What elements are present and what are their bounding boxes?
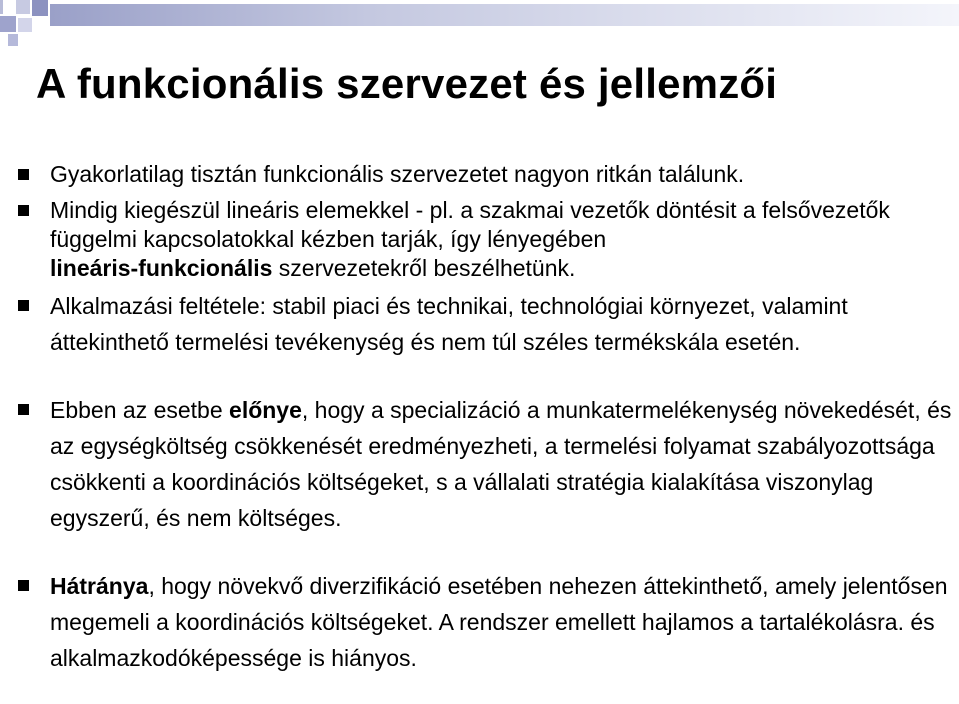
bullet-bold-term: lineáris-funkcionális [50, 255, 273, 281]
square-bullet-icon [18, 169, 29, 180]
bullet-text-part: , hogy növekvő diverzifikáció esetében nehezen áttekinthető, amely jelentősen megemeli a koordinációs költségeket. A rendszer emellett hajlamos a tartalékolásra. és alkalmazkodóképessége is hiányos. [50, 573, 948, 671]
bullet-text-part: Mindig kiegészül lineáris elemekkel - pl. a szakmai vezetők döntésit a felsővezetők függelmi kapcsolatokkal kézben tarják, így lényegében [50, 197, 890, 252]
bullet-bold-term: Hátránya [50, 573, 149, 599]
square-bullet-icon [18, 404, 29, 415]
square-bullet-icon [18, 580, 29, 591]
square-bullet-icon [18, 300, 29, 311]
bullet-text-part: Ebben az esetbe [50, 397, 230, 423]
bullet-text-part: , hogy a specializáció a munkatermelékenység növekedését, és az egységköltség csökkenését eredményezheti, a termelési folyamat szabályozottsága csökkenti a koordinációs költségeket, s a vállalati stratégia kialakítása viszonylag egyszerű, és nem költséges. [50, 397, 952, 531]
bullet-text-part: szervezetekről beszélhetünk. [272, 255, 576, 281]
bullet-text [50, 568, 955, 676]
decorative-header-squares [0, 0, 959, 50]
bullet-bold-term: előnye [229, 397, 302, 423]
bullet-text: Gyakorlatilag tisztán funkcionális szervezetet nagyon ritkán találunk. [50, 161, 745, 187]
square-bullet-icon [18, 205, 29, 216]
bullet-text: Alkalmazási feltétele: stabil piaci és technikai, technológiai környezet, valamint áttekinthető termelési tevékenység és nem túl széles termékskála esetén. [50, 293, 848, 355]
bullet-text [50, 392, 955, 536]
slide-title: A funkcionális szervezet és jellemzői [36, 60, 778, 107]
bullet-text [50, 196, 955, 283]
